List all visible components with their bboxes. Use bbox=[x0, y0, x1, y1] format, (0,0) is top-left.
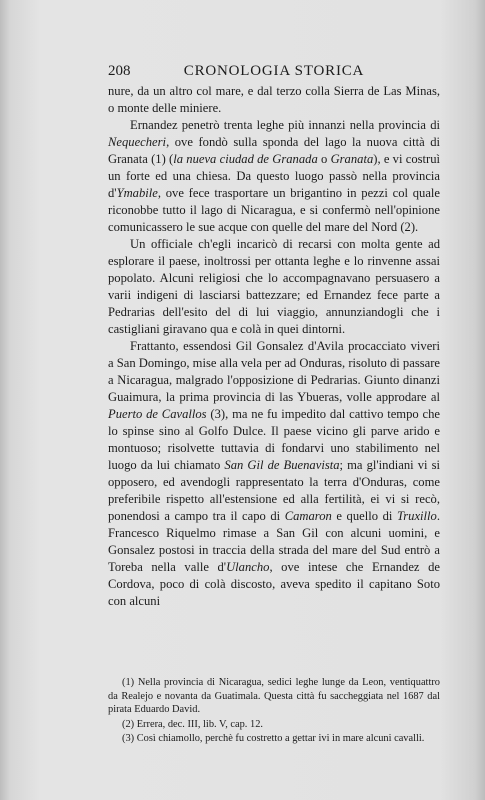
text-run: , ove fece trasportare un brigantino in pezzi col quale riconobbe tutto il lago di Nicaragua, e si confermò nell'opinione comunicassero le sue acque con quelle del mare del Nord (2). bbox=[108, 186, 440, 234]
text-run: Frattanto, essendosi Gil Gonsalez d'Avila procacciato viveri a San Domingo, mise alla vela per ad Onduras, risoluto di passare a Nicaragua, malgrado l'opposizione di Pedrarias. Giunto dinanzi Guaimura, la prima provincia di las Ybueras, volle approdare al bbox=[108, 339, 440, 404]
body-text bbox=[108, 83, 440, 610]
italic-run: Nequecheri bbox=[108, 135, 167, 149]
footnote: (1) Nella provincia di Nicaragua, sedici leghe lunge da Leon, ventiquattro da Realejo e novanta da Guatimala. Questa città fu saccheggiata nel 1687 dal pirata Eduardo David. bbox=[108, 677, 440, 715]
footnotes bbox=[108, 676, 440, 747]
italic-run: Camaron bbox=[284, 509, 332, 523]
italic-run: Truxillo bbox=[396, 509, 437, 523]
page-header bbox=[108, 60, 440, 82]
footnote: (2) Errera, dec. III, lib. V, cap. 12. bbox=[122, 718, 263, 730]
text-run: , ove fondò sulla sponda del lago la nuova città di Granata (1) ( bbox=[108, 135, 440, 166]
italic-run: Granata bbox=[330, 152, 374, 166]
text-run: o bbox=[317, 152, 331, 166]
text-run: Un officiale ch'egli incaricò di recarsi con molta gente ad esplorare il paese, inoltrossi per ottanta leghe e lo rinvenne assai popolato. Alcuni religiosi che lo accompagnavano persuasero a varii indigeni di lasciarsi battezzare; ed Ernandez fece parte a Pedrarias dell'esito del di lui viaggio, annunziandogli che i castigliani giravano qua e colà in quei dintorni. bbox=[108, 237, 440, 336]
page-number: 208 bbox=[108, 63, 131, 79]
italic-run: Puerto de Cavallos bbox=[108, 407, 207, 421]
footnote: (3) Così chiamollo, perchè fu costretto a gettar ivi in mare alcuni cavalli. bbox=[122, 733, 425, 744]
text-run: ), e vi costruì un forte ed una chiesa. Da questo luogo passò nella provincia d' bbox=[108, 152, 441, 200]
italic-run: Ymabile bbox=[116, 186, 158, 200]
italic-run: Ulancho bbox=[226, 560, 270, 574]
italic-run: la nueva ciudad de Granada bbox=[173, 152, 318, 166]
paragraph bbox=[108, 83, 440, 117]
text-run: , ove intese che Ernandez de Cordova, poco di colà discosto, aveva spedito il capitano Soto con alcuni bbox=[108, 560, 440, 608]
paragraph bbox=[108, 117, 440, 236]
paragraph bbox=[108, 236, 440, 338]
text-run: (3), ma ne fu impedito dal cattivo tempo che lo spinse sino al Golfo Dulce. Il paese vicino gli parve arido e montuoso; risolvette tuttavia di fondarvi uno stabilimento nel luogo da lui chiamato bbox=[108, 407, 440, 472]
text-run: nure, da un altro col mare, e dal terzo colla Sierra de Las Minas, o monte delle miniere. bbox=[108, 84, 440, 115]
text-run: e quello di bbox=[331, 509, 397, 523]
text-run: . Francesco Riquelmo rimase a San Gil con alcuni uomini, e Gonsalez postosi in traccia della strada del mare del Sud entrò a Toreba nella valle d' bbox=[108, 509, 440, 574]
paragraph bbox=[108, 338, 440, 610]
text-run: Ernandez penetrò trenta leghe più innanzi nella provincia di bbox=[130, 118, 440, 132]
italic-run: San Gil de Buenavista bbox=[224, 458, 340, 472]
running-title: CRONOLOGIA STORICA bbox=[183, 63, 365, 79]
text-run: ; ma gl'indiani vi si opposero, ed avendogli rappresentato la terra d'Onduras, come preferibile rispetto all'estensione ed alla fertilità, ei vi si recò, ponendosi a campo tra il capo di bbox=[108, 458, 441, 523]
